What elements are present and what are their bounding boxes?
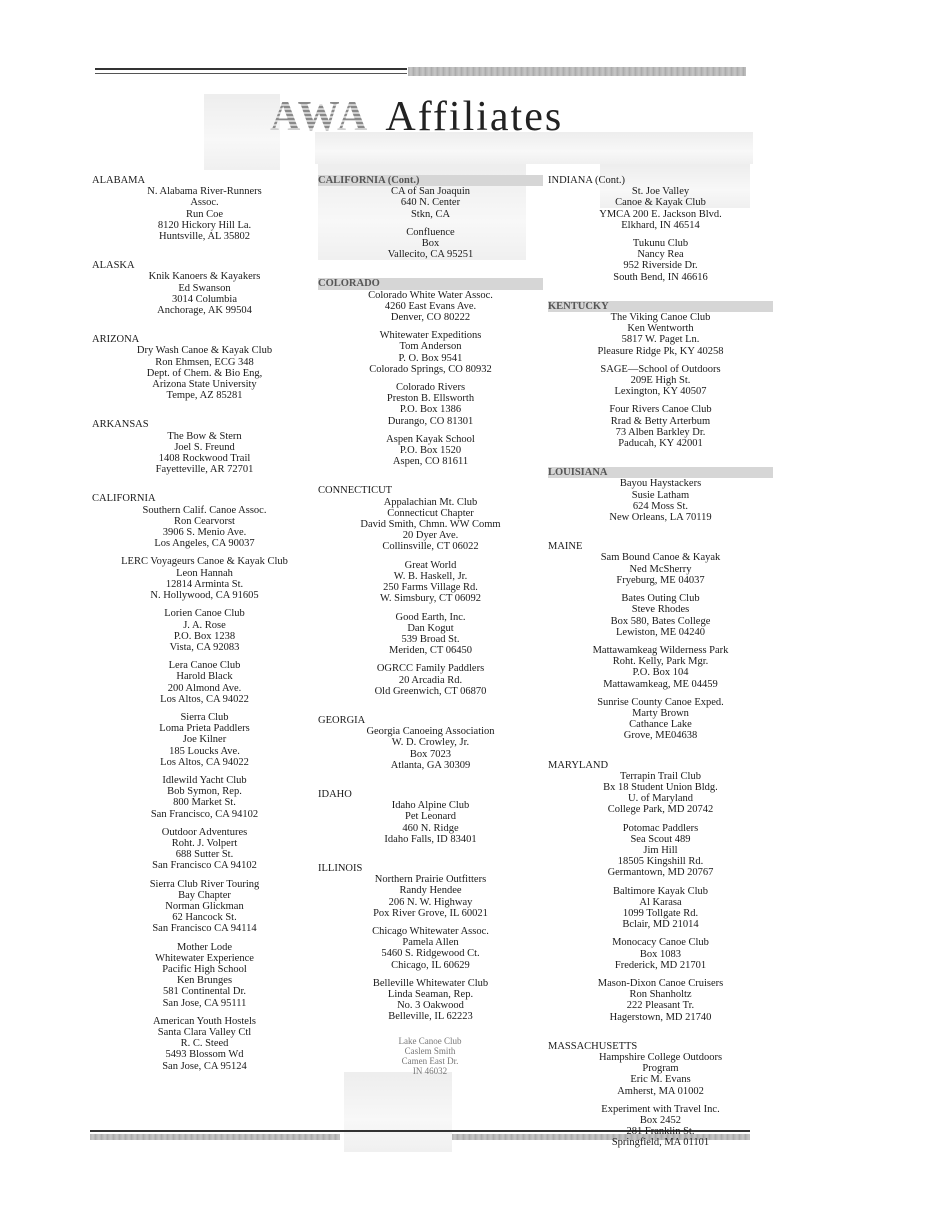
affiliate-name: Georgia Canoeing Association [366,726,495,738]
affiliate-name: Bates Outing Club [621,593,700,605]
affiliate-line: Box 1083 [639,948,682,960]
affiliate-entry [548,1104,773,1149]
affiliate-entry [548,937,773,971]
affiliate-line: New Orleans, LA 70119 [609,512,712,524]
affiliate-line: Al Karasa [639,896,682,908]
affiliate-line: YMCA 200 E. Jackson Blvd. [599,208,722,220]
affiliate-line: 18505 Kingshill Rd. [617,856,704,868]
affiliate-line: Fayetteville, AR 72701 [155,464,254,476]
affiliate-line: Ken Wentworth [627,323,694,335]
affiliate-line: Steve Rhodes [631,604,690,616]
affiliate-line: Tom Anderson [399,341,462,353]
affiliate-entry [318,434,543,468]
affiliate-line: 62 Hancock St. [172,912,237,924]
affiliate-line: 5460 S. Ridgewood Ct. [381,948,480,960]
section-gap [318,699,543,715]
affiliate-line: Loma Prieta Paddlers [159,723,250,735]
affiliate-line: Pamela Allen [402,937,459,949]
affiliate-line: Roht. J. Volpert [171,837,238,849]
affiliate-entry [92,827,317,872]
affiliate-line: 3014 Columbia [171,293,238,305]
affiliate-name: Bayou Haystackers [619,478,702,490]
affiliate-line: 581 Continental Dr. [162,986,247,998]
section-gap [318,469,543,485]
affiliate-line: Pacific High School [162,963,247,975]
affiliate-entry [548,978,773,1023]
affiliate-line: Los Altos, CA 94022 [160,756,249,768]
affiliate-line: 640 N. Center [400,197,461,209]
affiliate-line: Springfield, MA 01101 [611,1137,710,1149]
affiliate-entry [92,942,317,1009]
affiliate-entry [548,823,773,879]
affiliate-name: Monocacy Canoe Club [612,937,709,949]
affiliate-line: Joel S. Freund [174,441,235,453]
column-1 [92,175,317,1090]
affiliate-line: Joe Kilner [182,734,227,746]
affiliate-line: Bclair, MD 21014 [622,919,699,931]
state-heading: MASSACHUSETTS [548,1040,638,1052]
affiliate-name: Southern Calif. Canoe Assoc. [142,504,267,516]
affiliate-line: David Smith, Chmn. WW Comm [360,519,501,531]
affiliate-line: Grove, ME04638 [623,730,698,742]
affiliate-line: Paducah, KY 42001 [618,438,703,450]
affiliate-name: Sunrise County Canoe Exped. [597,696,724,708]
affiliate-line: Bx 18 Student Union Bldg. [603,781,718,793]
affiliate-entry [318,290,543,324]
affiliate-line: Idaho Falls, ID 83401 [384,833,477,845]
affiliate-line: 222 Pleasant Tr. [626,1000,695,1012]
affiliate-line: Dept. of Chem. & Bio Eng, [146,367,263,379]
affiliate-line: Ed Swanson [178,282,231,294]
affiliate-line: Ken Brunges [176,975,233,987]
affiliate-line: 4260 East Evans Ave. [384,300,477,312]
affiliate-line: Tempe, AZ 85281 [166,390,243,402]
affiliate-line: Dan Kogut [407,622,454,634]
affiliate-entry [92,505,317,550]
state-heading: LOUISIANA [548,467,773,478]
affiliate-line: Pleasure Ridge Pk, KY 40258 [597,345,724,357]
state-heading: INDIANA (Cont.) [548,175,625,186]
affiliate-entry [548,478,773,523]
affiliate-line: Stkn, CA [410,208,451,220]
state-heading: ARIZONA [92,334,140,346]
affiliate-name: Idaho Alpine Club [391,800,470,812]
affiliate-line: N. Hollywood, CA 91605 [150,590,259,602]
state-heading: KENTUCKY [548,301,773,312]
affiliate-line: 250 Farms Village Rd. [383,582,478,594]
affiliate-line: Sea Scout 489 [630,833,691,845]
affiliate-line: Santa Clara Valley Ctl [157,1027,252,1038]
stray-line: Lake Canoe Club [398,1036,462,1046]
section-gap [92,244,317,260]
affiliate-line: 1408 Rockwood Trail [158,453,251,465]
section-gap [318,262,543,278]
affiliate-name: Hampshire College Outdoors [598,1052,723,1063]
affiliate-entry [92,775,317,820]
stray-line: Camen East Dr. [401,1056,459,1066]
state-heading: IDAHO [318,788,352,800]
affiliate-name: Outdoor Adventures [161,826,248,838]
affiliate-entry [92,431,317,476]
affiliate-line: Eric M. Evans [630,1074,691,1086]
affiliate-line: Vallecito, CA 95251 [387,249,474,261]
affiliate-line: 185 Loucks Ave. [169,745,240,757]
affiliate-line: R. C. Steed [180,1038,229,1050]
affiliate-line: 200 Almond Ave. [167,682,242,694]
affiliate-line: 688 Sutter St. [175,849,234,861]
affiliate-entry [92,712,317,768]
affiliate-line: San Francisco CA 94114 [152,923,257,935]
affiliate-line: Connecticut Chapter [387,507,474,519]
affiliate-name: Potomac Paddlers [622,822,699,834]
section-gap [548,1025,773,1041]
affiliate-entry [318,978,543,1023]
affiliate-line: Frederick, MD 21701 [614,959,707,971]
affiliate-line: W. B. Haskell, Jr. [393,570,468,582]
affiliate-line: P.O. Box 104 [632,667,689,679]
affiliate-name: Sierra Club River Touring [149,878,260,890]
affiliate-name: OGRCC Family Paddlers [376,663,485,675]
affiliate-line: South Bend, IN 46616 [613,271,708,283]
affiliate-line: Run Coe [185,208,224,220]
title-prefix: AWA [270,94,370,140]
affiliate-line: Arizona State University [152,379,257,391]
affiliate-entry [318,330,543,375]
affiliate-entry [548,404,773,449]
affiliate-line: San Francisco CA 94102 [152,860,257,872]
affiliate-line: Norman Glickman [165,900,244,912]
affiliate-line: P.O. Box 1386 [399,404,462,416]
affiliate-name: Four Rivers Canoe Club [609,404,712,416]
affiliate-entry [318,560,543,605]
affiliate-line: Durango, CO 81301 [387,415,474,427]
section-gap [92,403,317,419]
affiliate-line: Amherst, MA 01002 [617,1085,704,1097]
affiliate-line: 952 Riverside Dr. [623,260,698,272]
affiliate-name: Confluence [406,226,455,238]
section-gap [318,773,543,789]
affiliate-entry [548,886,773,931]
affiliate-entry [548,593,773,638]
affiliate-line: Ron Shanholtz [629,989,692,1001]
affiliate-entry [548,645,773,690]
affiliate-entry [548,186,773,231]
affiliate-entry [318,186,543,220]
affiliate-line: Preston B. Ellsworth [386,393,475,405]
bottom-gray-band-left [90,1134,340,1140]
affiliate-entry [318,227,543,261]
affiliate-line: 281 Franklin St. [626,1126,695,1138]
affiliate-line: Collinsville, CT 06022 [382,541,479,553]
state-heading: COLORADO [318,278,543,289]
section-gap [548,451,773,467]
affiliate-line: Box 7023 [409,748,452,760]
affiliate-name: Dry Wash Canoe & Kayak Club [136,345,273,357]
affiliate-name: Terrapin Trail Club [620,770,701,782]
affiliate-line: J. A. Rose [183,619,226,631]
header-photo-fragment-left [204,94,280,170]
affiliate-line: 800 Market St. [173,797,236,809]
affiliate-entry [92,271,317,316]
affiliate-name: Colorado Rivers [395,382,466,394]
state-heading: ILLINOIS [318,862,363,874]
affiliate-entry [92,608,317,653]
affiliate-line: U. of Maryland [627,793,694,805]
column-3 [548,175,773,1167]
affiliate-entry [92,1016,317,1072]
affiliate-name: American Youth Hostels [153,1015,256,1027]
affiliate-name: CA of San Joaquin [390,186,471,198]
affiliate-line: Roht. Kelly, Park Mgr. [612,656,709,668]
affiliate-line: 209E High St. [630,375,691,387]
affiliate-name: N. Alabama River-Runners [147,186,262,198]
affiliate-line: Ron Cearvorst [174,515,235,527]
state-heading: CALIFORNIA [92,493,156,505]
affiliate-line: W. Simsbury, CT 06092 [379,593,482,605]
affiliate-name: Lera Canoe Club [168,660,241,672]
affiliate-line: Assoc. [190,197,219,209]
affiliate-line: P. O. Box 9541 [398,352,463,364]
top-rule [95,68,407,70]
affiliate-name: St. Joe Valley [631,186,690,198]
bottom-photo-fragment [344,1072,452,1152]
affiliate-name: Knik Kanoers & Kayakers [148,271,261,283]
affiliate-line: Old Greenwich, CT 06870 [374,685,487,697]
section-gap [92,477,317,493]
affiliate-line: 12814 Arminta St. [165,578,244,590]
affiliate-line: Ron Ehmsen, ECG 348 [155,356,254,368]
affiliate-line: 5817 W. Paget Ln. [621,334,700,346]
affiliate-line: Belleville, IL 62223 [388,1011,473,1023]
affiliate-entry [548,1052,773,1097]
affiliate-name: Idlewild Yacht Club [162,774,247,786]
affiliate-line: Atlanta, GA 30309 [390,759,471,771]
affiliate-line: Lewiston, ME 04240 [616,626,705,638]
affiliate-entry [548,364,773,398]
affiliate-entry [548,697,773,742]
state-heading: ARKANSAS [92,419,149,431]
section-gap [548,1151,773,1167]
affiliate-line: Elkhard, IN 46514 [621,219,700,231]
affiliate-line: 5493 Blossom Wd [165,1049,244,1061]
affiliate-line: 539 Broad St. [401,633,460,645]
affiliate-line: Germantown, MD 20767 [607,867,714,879]
affiliate-line: Bob Symon, Rep. [167,786,242,798]
affiliate-entry [318,874,543,919]
affiliate-entry [318,726,543,771]
affiliate-line: Leon Hannah [176,567,233,579]
affiliate-line: Huntsville, AL 35802 [159,231,250,243]
affiliate-line: Hagerstown, MD 21740 [609,1011,712,1023]
section-gap [92,1074,317,1090]
page-title [270,92,563,142]
affiliate-name: Baltimore Kayak Club [612,885,709,897]
affiliate-line: Lexington, KY 40507 [614,386,707,398]
affiliate-name: Aspen Kayak School [386,433,475,445]
affiliate-name: The Bow & Stern [167,430,242,442]
affiliate-name: Good Earth, Inc. [395,611,466,623]
affiliate-entry [318,926,543,971]
affiliate-entry [548,771,773,816]
affiliate-line: 8120 Hickory Hill La. [157,219,252,231]
affiliate-name: Great World [404,559,457,571]
affiliate-line: Box 580, Bates College [610,615,711,627]
affiliate-line: Nancy Rea [637,249,684,261]
affiliate-line: Jim Hill [643,844,678,856]
affiliate-line: Rrad & Betty Arterbum [610,415,711,427]
affiliate-line: P.O. Box 1520 [399,445,462,457]
affiliate-name: Colorado White Water Assoc. [368,289,493,301]
affiliate-line: Canoe & Kayak Club [615,197,706,209]
affiliate-entry [318,612,543,657]
affiliate-line: Chicago, IL 60629 [391,959,470,971]
section-gap [548,285,773,301]
affiliate-line: Mattawamkeag, ME 04459 [603,678,718,690]
affiliate-line: Linda Seaman, Rep. [387,988,474,1000]
affiliate-line: 73 Alben Barkley Dr. [615,426,706,438]
affiliate-entry [318,800,543,845]
affiliate-entry [92,879,317,935]
affiliate-name: Experiment with Travel Inc. [601,1103,720,1115]
affiliate-name: Sierra Club [180,711,229,723]
affiliate-line: 624 Moss St. [632,500,689,512]
affiliate-line: San Jose, CA 95111 [162,997,247,1009]
affiliate-line: Pet Leonard [404,811,457,823]
section-gap [548,744,773,760]
affiliate-line: 206 N. W. Highway [388,896,473,908]
state-heading: CALIFORNIA (Cont.) [318,175,543,186]
top-gray-band [408,67,746,76]
affiliate-entry [92,345,317,401]
affiliate-name: Mattawamkeag Wilderness Park [592,644,729,656]
state-heading: ALASKA [92,260,135,272]
affiliate-line: Los Angeles, CA 90037 [154,538,255,550]
affiliate-line: Anchorage, AK 99504 [157,305,252,317]
affiliate-line: Meriden, CT 06450 [389,645,472,657]
section-gap [318,847,543,863]
section-gap [548,525,773,541]
affiliate-name: Appalachian Mt. Club [383,496,478,508]
affiliate-line: San Francisco, CA 94102 [150,808,259,820]
affiliate-line: Whitewater Experience [155,952,254,964]
affiliate-name: Chicago Whitewater Assoc. [372,925,489,937]
affiliate-line: Ned McSherry [629,563,692,575]
affiliate-name: Whitewater Expeditions [379,330,482,342]
affiliate-line: W. D. Crowley, Jr. [391,737,470,749]
affiliate-line: Pox River Grove, IL 60021 [373,907,488,919]
affiliate-line: Box 2452 [639,1115,682,1127]
affiliate-name: The Viking Canoe Club [610,312,711,324]
state-heading: CONNECTICUT [318,485,393,497]
affiliate-entry [318,382,543,427]
affiliate-line: 1099 Tollgate Rd. [622,907,699,919]
affiliate-entry [548,552,773,586]
affiliate-line: San Jose, CA 95124 [162,1060,247,1072]
affiliate-line: Box [421,238,440,250]
affiliate-entry [318,663,543,697]
affiliate-line: Aspen, CO 81611 [392,456,469,468]
title-main: Affiliates [385,94,564,140]
affiliate-name: SAGE—School of Outdoors [600,363,721,375]
stray-listing-fragment [380,1036,480,1076]
affiliate-entry [92,186,317,242]
affiliate-entry [92,660,317,705]
affiliate-line: P.O. Box 1238 [173,630,236,642]
affiliate-entry [548,238,773,283]
affiliate-line: No. 3 Oakwood [397,1000,464,1012]
affiliate-name: LERC Voyageurs Canoe & Kayak Club [121,556,288,568]
state-heading: MAINE [548,541,583,553]
affiliate-name: Mason-Dixon Canoe Cruisers [597,977,724,989]
affiliate-line: 20 Arcadia Rd. [398,674,463,686]
stray-line: Caslem Smith [404,1046,456,1056]
affiliate-line: Colorado Springs, CO 80932 [369,363,492,375]
affiliate-entry [92,556,317,601]
affiliate-line: Denver, CO 80222 [390,312,471,324]
affiliate-line: Vista, CA 92083 [169,641,240,653]
stray-line: IN 46032 [412,1066,448,1076]
affiliate-line: Susie Latham [631,489,690,501]
affiliate-line: Randy Hendee [399,885,462,897]
affiliate-name: Mother Lode [176,941,233,953]
affiliate-entry [548,312,773,357]
affiliate-line: Cathance Lake [629,719,692,731]
affiliate-line: College Park, MD 20742 [607,804,714,816]
affiliate-line: 460 N. Ridge [402,822,459,834]
affiliate-line: Program [642,1063,679,1075]
affiliate-line: Bay Chapter [178,889,231,901]
affiliate-line: 3906 S. Menio Ave. [162,527,247,539]
affiliate-line: Marty Brown [632,707,689,719]
affiliate-line: Fryeburg, ME 04037 [616,574,705,586]
state-heading: ALABAMA [92,175,146,186]
affiliate-line: 20 Dyer Ave. [402,530,459,542]
top-rule-secondary [95,73,407,74]
affiliate-name: Tukunu Club [632,238,689,250]
affiliate-name: Lorien Canoe Club [164,608,245,620]
state-heading: MARYLAND [548,759,609,771]
affiliate-line: Los Altos, CA 94022 [160,693,249,705]
state-heading: GEORGIA [318,714,366,726]
affiliate-entry [318,497,543,553]
affiliate-name: Northern Prairie Outfitters [374,874,487,886]
column-2 [318,175,543,1041]
affiliate-line: Harold Black [176,671,233,683]
section-gap [92,318,317,334]
affiliate-name: Belleville Whitewater Club [372,977,489,989]
affiliate-name: Sam Bound Canoe & Kayak [600,552,721,564]
